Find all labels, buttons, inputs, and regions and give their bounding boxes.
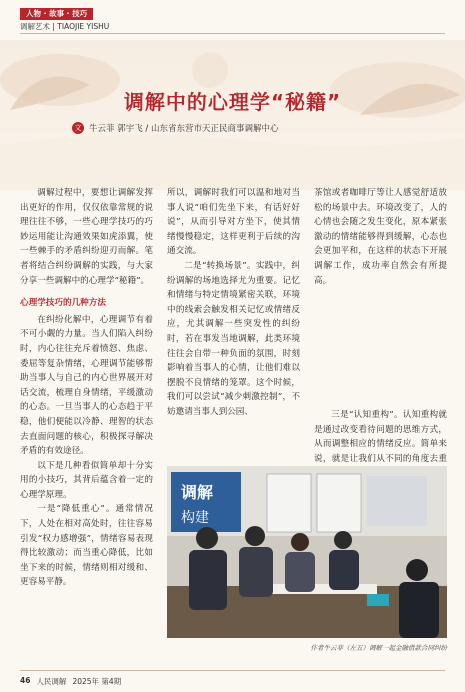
board-text-2: 构建	[181, 510, 209, 526]
intro-paragraph: 调解过程中，要想让调解发挥出更好的作用，仅仅依靠常规的说理往往不够，一些心理学技巧的巧妙运用能让沟通效果如虎添翼，使一些棘手的矛盾纠纷迎刃而解。笔者将结合纠纷调解的实践，与大家分享一些调解中的心理学“秘籍”。	[20, 188, 153, 286]
paragraph: 一是“降低重心”。通常情况下，人处在相对高处时，往往容易引发“权力感增强”，情绪容易表现得比较激动；而当重心降低，比如坐下来的时候，情绪则相对缓和、更容易平静。	[20, 504, 153, 588]
paragraph: 茶馆或者咖啡厅等让人感觉舒适放松的场景中去。环境改变了，人的心情也会随之发生变化，原本紧张激动的情绪能够得到缓解，心态也会更加平和，在这样的状态下开展调解工作，成功率自然会有所提高。	[314, 188, 447, 286]
author-mark: 文	[72, 122, 84, 134]
board-text-1: 调解	[181, 483, 214, 502]
column-3	[314, 186, 447, 288]
paragraph: 以下是几种看似简单却十分实用的小技巧，其背后蕴含着一定的心理学原理。	[20, 460, 153, 500]
banner-decoration	[0, 40, 465, 190]
paragraph: 二是“转换场景”。实践中，纠纷调解的场地选择尤为重要。记忆和情绪与特定情境紧密关联，环境中的线索会触发相关记忆或情绪反应，尤其调解一些突发性的纠纷时，若在事发当地调解，此类环境往往会自带一种负面的氛围，时刻影响着当事人的心情，让他们难以摆脱不良情绪的笼罩。这个时候，我们可以尝试“减少刺激控制”，不妨邀请当事人到公园、	[167, 260, 300, 417]
mediation-photo	[167, 466, 447, 638]
header-divider	[20, 33, 445, 34]
column-1	[20, 186, 153, 590]
article-title: 调解中的心理学“秘籍”	[123, 90, 342, 114]
paragraph: 三是“认知重构”。认知重构就是通过改变看待问题的思维方式，从而调整相应的情绪反应。简单来说，就是让我们从不同的角度去重	[314, 410, 447, 464]
page-number: 46	[20, 676, 31, 685]
paragraph: 所以，调解时我们可以温和地对当事人说“咱们先坐下来，有话好好说”，从而引导对方坐下，使其情绪慢慢稳定，这样更利于后续的沟通交流。	[167, 188, 300, 257]
photo-illustration	[167, 466, 447, 638]
issue-number: 2025年 第4期	[72, 677, 122, 686]
column-2	[167, 186, 300, 420]
section-tag: 人物 · 故事 · 技巧	[20, 8, 93, 20]
footer-divider	[20, 670, 445, 671]
column-name: 调解艺术 | TIAOJIE YISHU	[20, 22, 110, 31]
photo-caption: 作者牛云菲（左五）调解一起金融借款合同纠纷	[310, 644, 447, 652]
magazine-name: 人民调解	[36, 677, 67, 686]
author-names: 牛云菲 郭宇飞 / 山东省东营市天正民商事调解中心	[89, 124, 279, 134]
section-subheading: 心理学技巧的几种方法	[20, 298, 106, 309]
page-footer	[20, 676, 121, 687]
title-banner	[0, 40, 465, 190]
author-line	[72, 122, 278, 134]
paragraph: 在纠纷化解中，心理调节有着不可小觑的力量。当人们陷入纠纷时，内心往往充斥着愤怒、焦虑、委屈等复杂情绪，心理调节能够帮助当事人与自己的内心世界展开对话交流，梳理自身情绪，平缓激动的心态。一旦当事人的心态趋于平稳，他们便能以冷静、理智的状态去直面问题的核心，积极探寻解决矛盾的有效途径。	[20, 314, 153, 457]
